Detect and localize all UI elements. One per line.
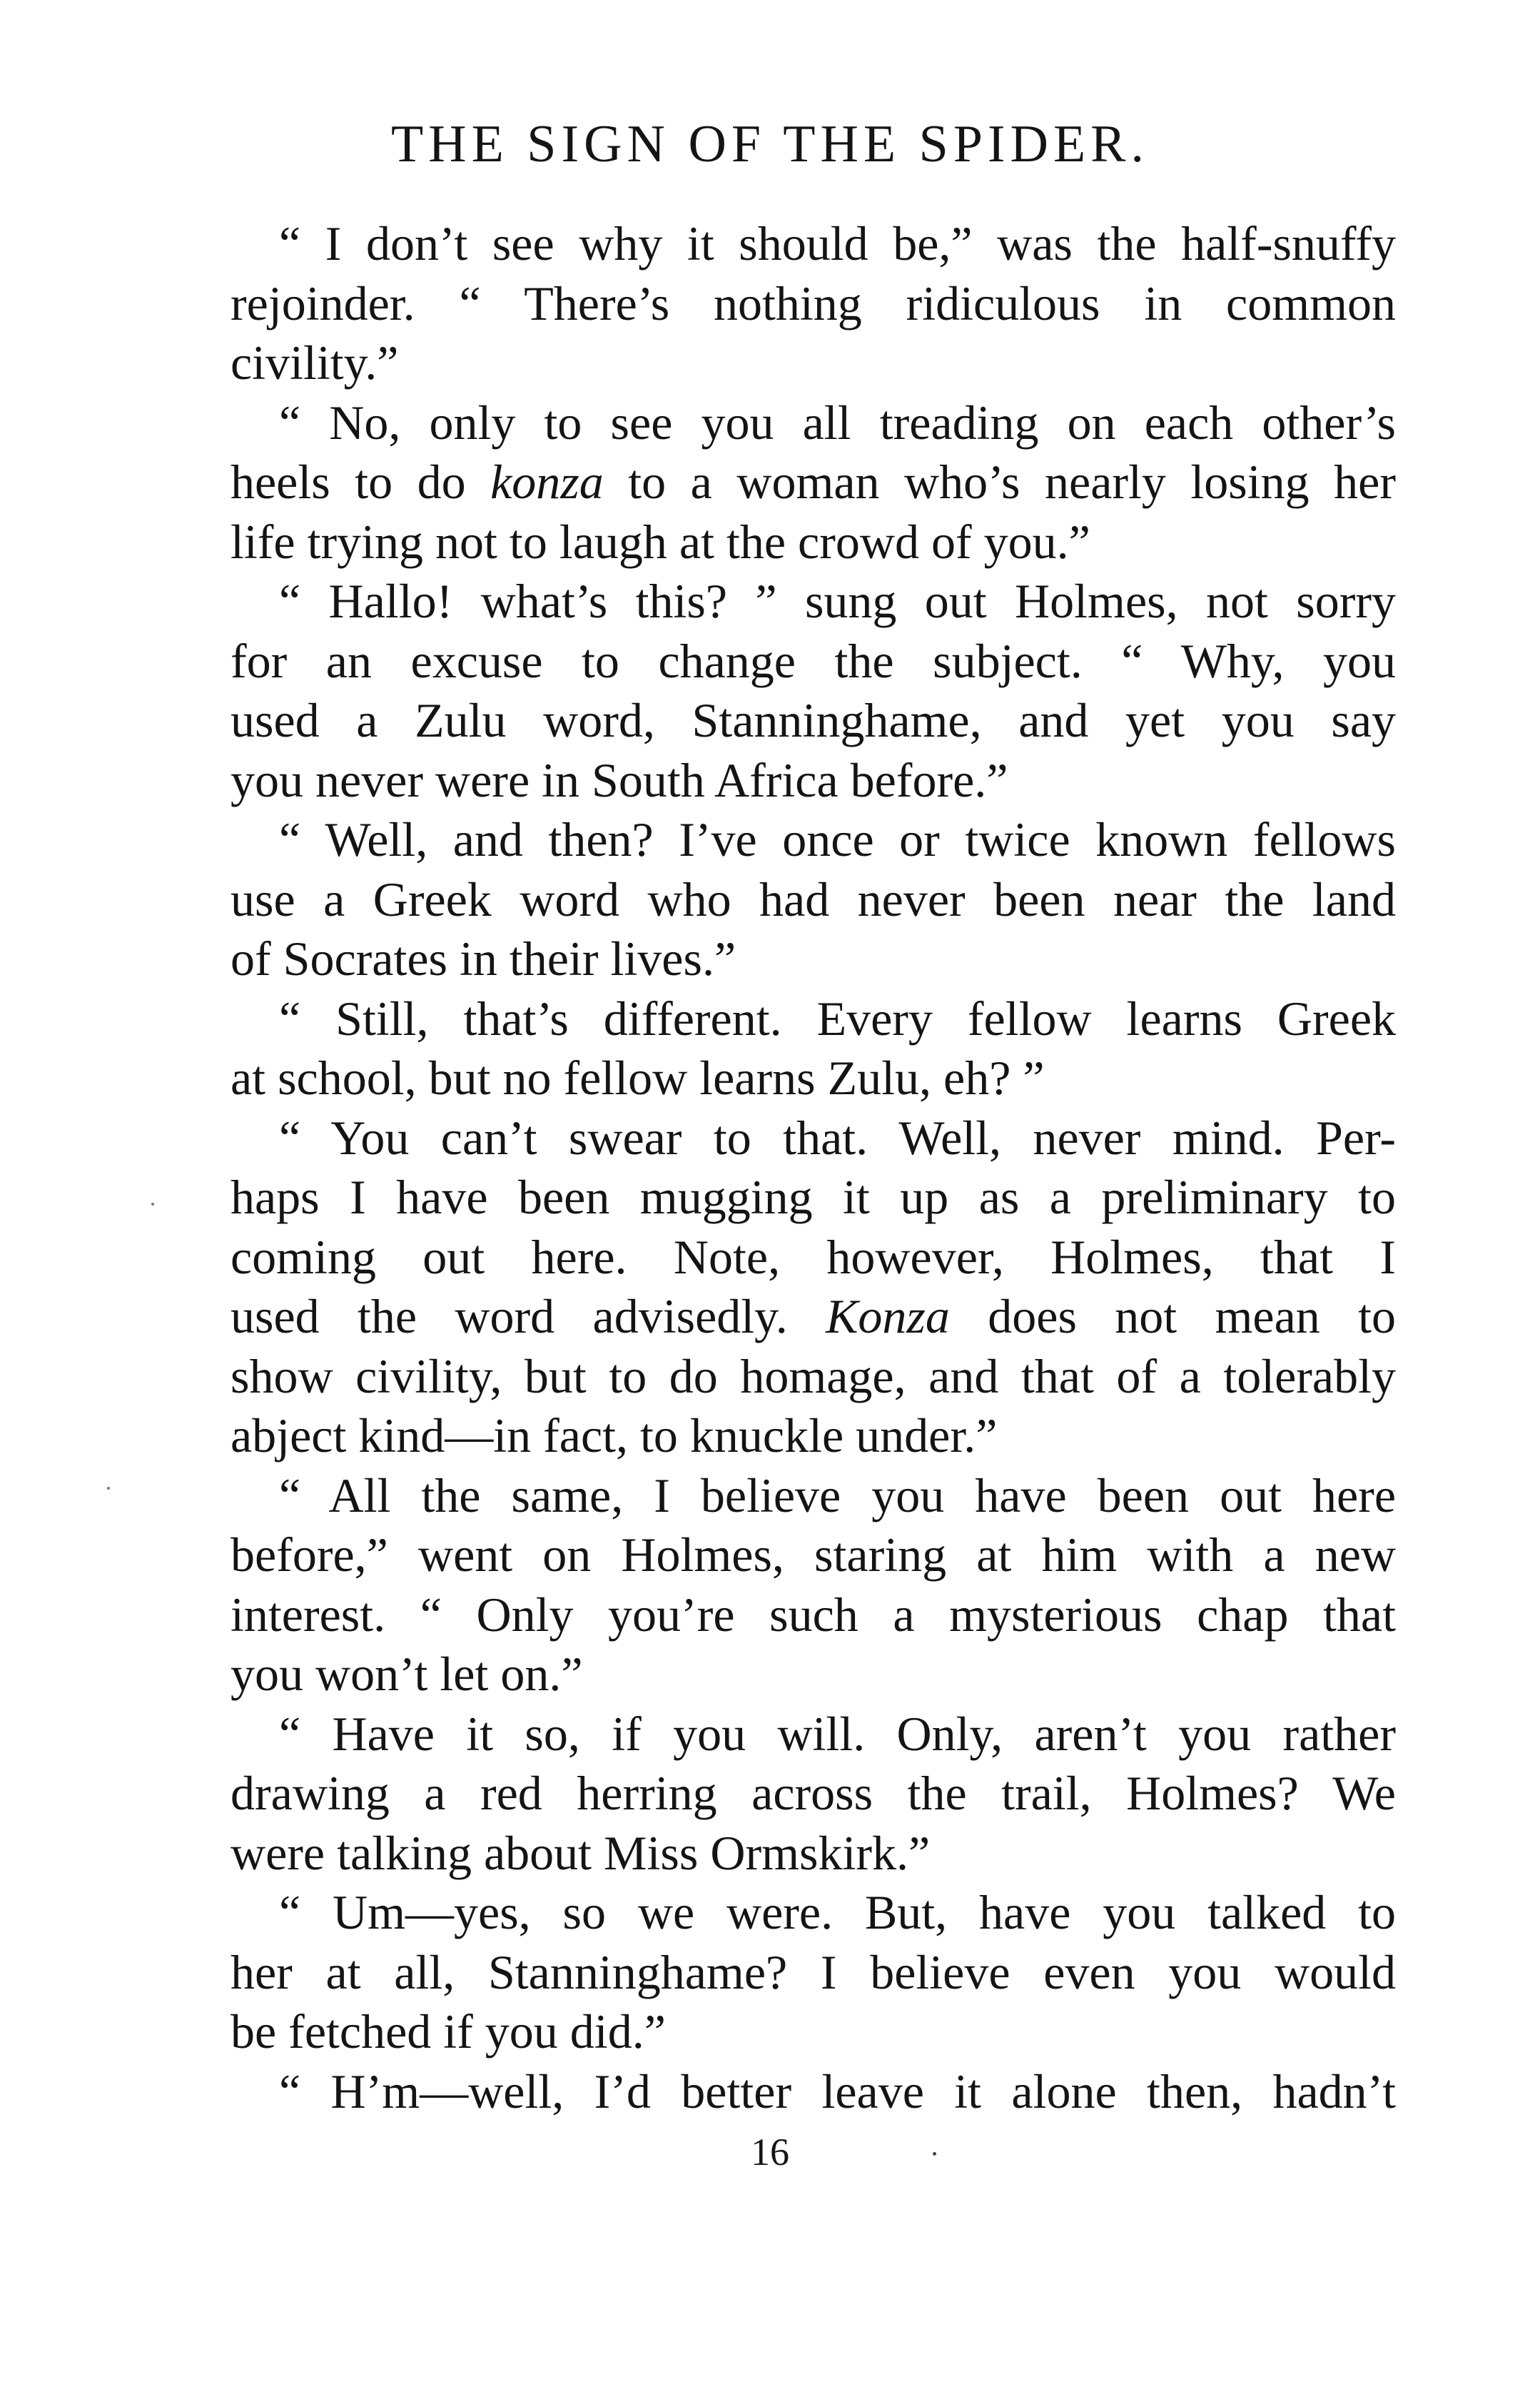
text-line: “ All the same, I believe you have been out here (279, 1468, 1396, 1522)
text-line: “ I don’t see why it should be,” was the half-snuffy (279, 216, 1396, 271)
paper-speck (107, 1487, 110, 1490)
paragraph (231, 989, 1396, 1108)
running-head: THE SIGN OF THE SPIDER. (390, 115, 1150, 173)
paragraph (231, 1704, 1396, 1884)
text-line: civility.” (231, 335, 399, 390)
paragraph (231, 214, 1396, 393)
text-line: used a Zulu word, Stanninghame, and yet you say (231, 693, 1396, 747)
text-line: heels to do konza to a woman who’s nearly losing her (231, 455, 1396, 509)
text-line: were talking about Miss Ormskirk.” (231, 1825, 931, 1880)
text-block (231, 214, 1396, 2121)
italic-word: konza (490, 455, 604, 509)
paragraph (231, 1466, 1396, 1704)
text-line: abject kind—in fact, to knuckle under.” (231, 1408, 998, 1463)
text-line: “ Have it so, if you will. Only, aren’t you rather (279, 1706, 1396, 1761)
text-line: used the word advisedly. Konza does not mean to (231, 1289, 1396, 1343)
text-line: coming out here. Note, however, Holmes, that I (231, 1229, 1396, 1284)
text-line: haps I have been mugging it up as a preliminary to (231, 1170, 1396, 1224)
paragraph (231, 1883, 1396, 2062)
text-line: drawing a red herring across the trail, Holmes? We (231, 1766, 1396, 1820)
text-line: for an excuse to change the subject. “ Why, you (231, 633, 1396, 688)
text-line: of Socrates in their lives.” (231, 931, 736, 986)
text-line: “ H’m—well, I’d better leave it alone then, hadn’t (279, 2064, 1396, 2118)
text-line: be fetched if you did.” (231, 2004, 666, 2059)
text-line: you won’t let on.” (231, 1647, 583, 1701)
text-line: “ Hallo! what’s this? ” sung out Holmes, not sorry (279, 574, 1396, 628)
text-line: interest. “ Only you’re such a mysterious chap that (231, 1587, 1396, 1642)
text-line: “ Um—yes, so we were. But, have you talked to (279, 1885, 1396, 1939)
text-line: rejoinder. “ There’s nothing ridiculous in common (231, 276, 1396, 330)
text-line: “ Still, that’s different. Every fellow learns Greek (279, 991, 1396, 1046)
text-line: her at all, Stanninghame? I believe even you would (231, 1944, 1396, 1999)
text-line: show civility, but to do homage, and that of a tolerably (231, 1348, 1396, 1403)
paragraph (231, 1108, 1396, 1466)
paper-speck (933, 2152, 936, 2156)
text-line: use a Greek word who had never been near the land (231, 872, 1396, 926)
paper-speck (151, 1203, 154, 1206)
italic-word: Konza (826, 1289, 950, 1343)
text-line: “ Well, and then? I’ve once or twice known fellows (279, 812, 1396, 867)
text-line: before,” went on Holmes, staring at him with a new (231, 1527, 1396, 1582)
paragraph (231, 572, 1396, 810)
text-line: at school, but no fellow learns Zulu, eh? ” (231, 1051, 1045, 1105)
paragraph (231, 2062, 1396, 2122)
paragraph (231, 810, 1396, 989)
page-number: 16 (751, 2131, 789, 2173)
paragraph (231, 393, 1396, 572)
text-line: “ You can’t swear to that. Well, never mind. Per- (279, 1110, 1396, 1165)
text-line: life trying not to laugh at the crowd of you.” (231, 514, 1090, 569)
text-line: “ No, only to see you all treading on each other’s (279, 395, 1396, 450)
text-line: you never were in South Africa before.” (231, 752, 1008, 807)
